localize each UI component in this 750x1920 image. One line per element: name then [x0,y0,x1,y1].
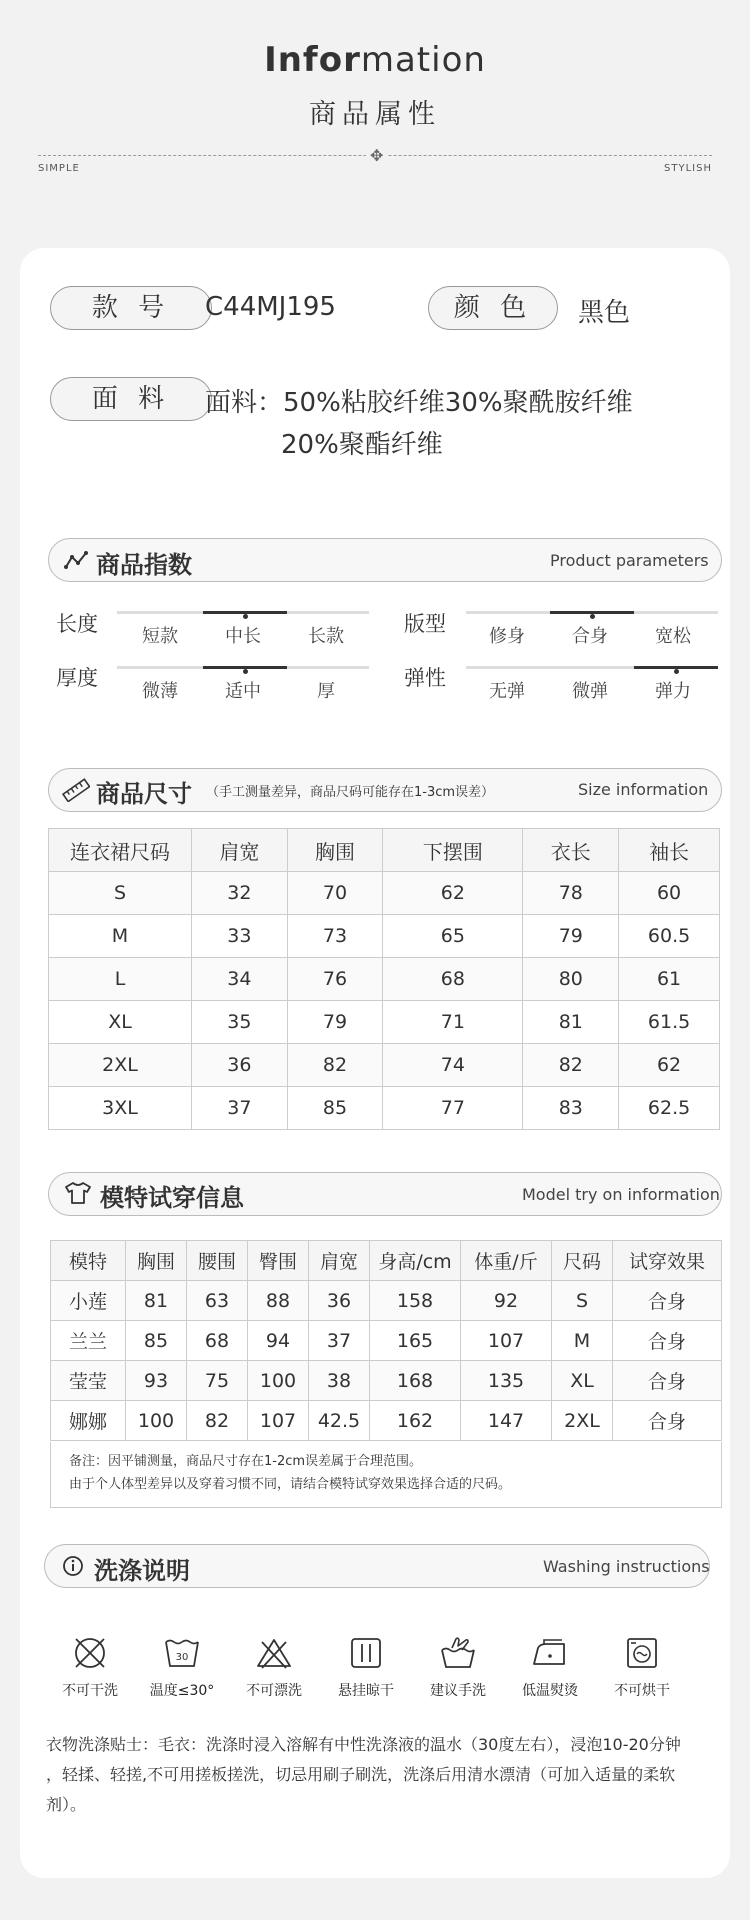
table-cell: 合身 [613,1401,722,1441]
table-row [49,872,720,915]
table-row [51,1321,722,1361]
cross-ornament-icon: ✥ [366,146,387,165]
table-cell: 小莲 [51,1281,126,1321]
style-no-value: C44MJ195 [205,292,336,322]
table-cell: L [49,958,192,1001]
index-selected-dot [243,614,248,619]
table-cell: 93 [126,1361,187,1401]
table-cell: 79 [287,1001,383,1044]
table-cell: 107 [461,1321,552,1361]
table-header-cell: 胸围 [126,1241,187,1281]
table-cell: 168 [370,1361,461,1401]
index-option: 无弹 [489,681,525,702]
table-cell: 37 [309,1321,370,1361]
table-cell: 82 [523,1044,619,1087]
index-option: 宽松 [655,626,691,647]
wash-item [321,1636,411,1700]
table-header-row [51,1241,722,1281]
trend-icon [64,550,90,570]
page-title-bold: Infor [264,40,361,80]
wash-item [45,1636,135,1700]
table-cell: 85 [126,1321,187,1361]
table-cell: 37 [192,1087,288,1130]
table-cell: 62 [619,1044,720,1087]
size-info-title: 商品尺寸 [96,780,192,808]
wash-item [413,1636,503,1700]
table-header-cell: 体重/斤 [461,1241,552,1281]
table-cell: 32 [192,872,288,915]
fabric-label: 面 料 [50,377,212,421]
table-cell: 83 [523,1087,619,1130]
right-tag: STYLISH [664,163,712,174]
table-cell: 68 [383,958,523,1001]
table-cell: 76 [287,958,383,1001]
remark-line-2: 由于个人体型差异以及穿着习惯不同，请结合模特试穿效果选择合适的尺码。 [69,1477,512,1492]
table-cell: 85 [287,1087,383,1130]
index-option: 修身 [489,626,525,647]
table-cell: 2XL [552,1401,613,1441]
model-table [50,1240,722,1441]
table-cell: 61 [619,958,720,1001]
table-cell: 74 [383,1044,523,1087]
table-cell: 36 [192,1044,288,1087]
hang-dry-icon [346,1636,386,1670]
table-cell: M [49,915,192,958]
table-cell: 78 [523,872,619,915]
no-dry-clean-icon [70,1636,110,1670]
table-row [51,1361,722,1401]
table-header-cell: 肩宽 [309,1241,370,1281]
table-cell: 62.5 [619,1087,720,1130]
model-info-title: 模特试穿信息 [100,1184,244,1212]
size-info-note: （手工测量差异，商品尺码可能存在1-3cm误差） [206,785,495,800]
wash-label: 悬挂晾干 [338,1683,394,1699]
table-cell: 68 [187,1321,248,1361]
wash-label: 低温熨烫 [522,1683,578,1699]
size-table [48,828,720,1130]
index-option: 微弹 [572,681,608,702]
index-option: 适中 [225,681,261,702]
table-cell: 80 [523,958,619,1001]
fabric-line-1: 面料：50%粘胶纤维30%聚酰胺纤维 [205,388,633,418]
page-subtitle: 商品属性 [309,99,441,130]
table-row [49,1044,720,1087]
table-cell: 38 [309,1361,370,1401]
table-cell: 65 [383,915,523,958]
table-cell: 42.5 [309,1401,370,1441]
table-header-cell: 尺码 [552,1241,613,1281]
index-option: 合身 [572,626,608,647]
info-icon [62,1555,84,1577]
index-option: 微薄 [142,681,178,702]
table-row [49,958,720,1001]
table-cell: 62 [383,872,523,915]
table-cell: 158 [370,1281,461,1321]
no-tumble-dry-icon [622,1636,662,1670]
color-label: 颜 色 [428,286,558,330]
index-label-fit: 版型 [404,612,446,636]
table-cell: XL [49,1001,192,1044]
table-cell: 兰兰 [51,1321,126,1361]
table-cell: 71 [383,1001,523,1044]
table-cell: 莹莹 [51,1361,126,1401]
table-row [51,1281,722,1321]
index-label-elasticity: 弹性 [404,666,446,690]
wash-item [505,1636,595,1700]
table-cell: 61.5 [619,1001,720,1044]
table-cell: 3XL [49,1087,192,1130]
table-cell: 34 [192,958,288,1001]
wash-item [137,1636,227,1700]
table-cell: 33 [192,915,288,958]
table-cell: 92 [461,1281,552,1321]
table-cell: 79 [523,915,619,958]
table-cell: 70 [287,872,383,915]
table-cell: 88 [248,1281,309,1321]
wash-item [597,1636,687,1700]
table-cell: 娜娜 [51,1401,126,1441]
table-header-cell: 胸围 [287,829,383,872]
table-row [49,1087,720,1130]
table-row [49,915,720,958]
no-bleach-icon [254,1636,294,1670]
model-remark [50,1442,722,1508]
table-cell: 77 [383,1087,523,1130]
table-row [49,1001,720,1044]
hand-wash-icon [438,1636,478,1670]
table-cell: 35 [192,1001,288,1044]
index-option: 弹力 [655,681,691,702]
wash-temp-text: 30 [175,1652,189,1663]
table-header-cell: 衣长 [523,829,619,872]
index-selected-dot [243,669,248,674]
table-cell: 36 [309,1281,370,1321]
table-cell: 100 [248,1361,309,1401]
left-tag: SIMPLE [38,163,80,174]
wash-item [229,1636,319,1700]
index-selected-dot [674,669,679,674]
index-label-length: 长度 [56,612,98,636]
table-cell: S [552,1281,613,1321]
table-cell: 135 [461,1361,552,1401]
remark-line-1: 备注：因平铺测量，商品尺寸存在1-2cm误差属于合理范围。 [69,1454,423,1469]
table-header-cell: 连衣裙尺码 [49,829,192,872]
product-params-title: 商品指数 [96,551,192,579]
page-title-rest: mation [360,40,486,80]
table-header-cell: 腰围 [187,1241,248,1281]
table-cell: 81 [523,1001,619,1044]
product-params-title-en: Product parameters [550,551,709,570]
index-option: 短款 [142,626,178,647]
low-iron-icon [530,1636,570,1670]
index-option: 中长 [225,626,261,647]
table-row [51,1401,722,1441]
table-cell: 82 [187,1401,248,1441]
table-cell: 82 [287,1044,383,1087]
model-info-title-en: Model try on information [522,1185,720,1204]
fabric-line-2: 20%聚酯纤维 [281,430,443,460]
washing-title-en: Washing instructions [543,1557,710,1576]
table-cell: 合身 [613,1321,722,1361]
table-cell: 73 [287,915,383,958]
tips-line-3: 剂）。 [46,1795,87,1814]
table-cell: 107 [248,1401,309,1441]
table-header-cell: 试穿效果 [613,1241,722,1281]
index-label-thickness: 厚度 [56,666,98,690]
table-cell: 100 [126,1401,187,1441]
washing-title: 洗涤说明 [94,1557,190,1585]
index-option: 厚 [317,681,335,702]
table-cell: 2XL [49,1044,192,1087]
table-cell: XL [552,1361,613,1401]
table-cell: 63 [187,1281,248,1321]
table-header-cell: 袖长 [619,829,720,872]
page-title [0,40,750,80]
table-header-cell: 臀围 [248,1241,309,1281]
table-cell: 60 [619,872,720,915]
table-cell: 60.5 [619,915,720,958]
table-header-cell: 肩宽 [192,829,288,872]
table-header-cell: 模特 [51,1241,126,1281]
wash-label: 建议手洗 [430,1683,486,1699]
table-cell: 147 [461,1401,552,1441]
table-cell: 75 [187,1361,248,1401]
wash-label: 不可漂洗 [246,1683,302,1699]
table-cell: 81 [126,1281,187,1321]
table-header-cell: 身高/cm [370,1241,461,1281]
table-cell: 94 [248,1321,309,1361]
washing-tips [46,1730,726,1820]
wash-label: 不可烘干 [614,1683,670,1699]
table-cell: 162 [370,1401,461,1441]
tips-line-2: ，轻揉、轻搓,不可用搓板搓洗，切忌用刷子刷洗，洗涤后用清水漂清（可加入适量的柔软 [46,1765,676,1784]
table-cell: 合身 [613,1281,722,1321]
index-selected-dot [590,614,595,619]
tshirt-icon [64,1181,92,1205]
wash-30-icon [162,1636,202,1670]
wash-label: 不可干洗 [62,1683,118,1699]
size-info-title-en: Size information [578,780,709,799]
table-cell: 165 [370,1321,461,1361]
table-cell: 合身 [613,1361,722,1401]
table-cell: M [552,1321,613,1361]
table-cell: S [49,872,192,915]
style-no-label: 款 号 [50,286,212,330]
index-option: 长款 [308,626,344,647]
ruler-icon [62,778,90,802]
table-header-cell: 下摆围 [383,829,523,872]
color-value: 黑色 [578,298,631,328]
table-header-row [49,829,720,872]
wash-label: 温度≤30° [149,1683,215,1699]
tips-line-1: 衣物洗涤贴士：毛衣：洗涤时浸入溶解有中性洗涤液的温水（30度左右），浸泡10-20分钟 [46,1735,681,1754]
